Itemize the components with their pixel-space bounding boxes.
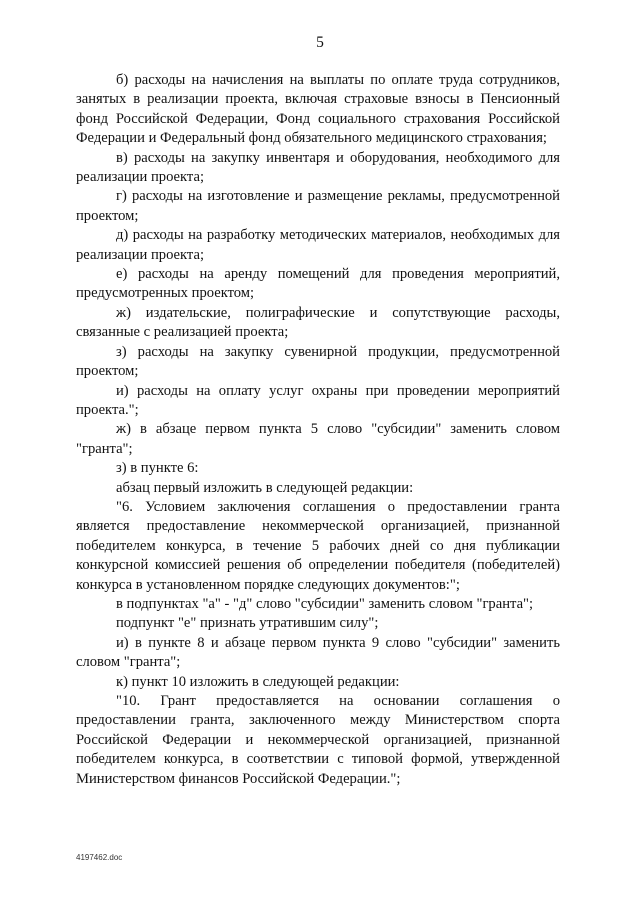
paragraph-zh: ж) издательские, полиграфические и сопутствующие расходы, связанные с реализацией проекта;: [76, 304, 560, 341]
amendment-zh: ж) в абзаце первом пункта 5 слово "субсидии" заменить словом "гранта";: [76, 421, 560, 457]
paragraph-b: б) расходы на начисления на выплаты по оплате труда сотрудников, занятых в реализации проекта, включая страховые взносы в Пенсионный фонд Российской Федерации, Фонд социального страхования Российской Федерации и Федеральный фонд обязательного медицинского страхования;: [76, 72, 560, 147]
clause-6-text: "6. Условием заключения соглашения о предоставлении гранта является предоставление некоммерческой организацией, признанной победителем конкурса, в течение 5 рабочих дней со дня публикации конкурсной комиссией решения об определении победителя (победителей) конкурса в установленном порядке следующих документов:";: [76, 498, 560, 593]
document-file-reference: 4197462.doc: [76, 853, 123, 862]
amendment-k: к) пункт 10 изложить в следующей редакции:: [116, 673, 400, 690]
amendment-z: з) в пункте 6:: [116, 460, 199, 477]
clause-10-text: "10. Грант предоставляется на основании соглашения о предоставлении гранта, заключенного между Министерством спорта Российской Федерации и некоммерческой организацией, признанной победителем конкурса, в соответствии с типовой формой, утвержденной Министерством финансов Российской Федерации.";: [76, 693, 560, 787]
amendment-subitems-a-d: в подпунктах "а" - "д" слово "субсидии" заменить словом "гранта";: [116, 595, 534, 612]
paragraph-z: з) расходы на закупку сувенирной продукции, предусмотренной проектом;: [76, 343, 560, 380]
paragraph-d: д) расходы на разработку методических материалов, необходимых для реализации проекта;: [76, 227, 560, 263]
amendment-subitem-e: подпункт "е" признать утратившим силу";: [116, 615, 379, 632]
amendment-i: и) в пункте 8 и абзаце первом пункта 9 слово "субсидии" заменить словом "гранта";: [76, 634, 560, 671]
paragraph-g: г) расходы на изготовление и размещение рекламы, предусмотренной проектом;: [76, 188, 560, 224]
amendment-z-first-paragraph: абзац первый изложить в следующей редакции:: [116, 479, 414, 496]
page-number: 5: [316, 34, 324, 51]
paragraph-v: в) расходы на закупку инвентаря и оборудования, необходимого для реализации проекта;: [76, 149, 560, 186]
document-body: [76, 71, 560, 789]
paragraph-e: е) расходы на аренду помещений для проведения мероприятий, предусмотренных проектом;: [76, 266, 560, 302]
paragraph-i: и) расходы на оплату услуг охраны при проведении мероприятий проекта.";: [76, 382, 560, 418]
